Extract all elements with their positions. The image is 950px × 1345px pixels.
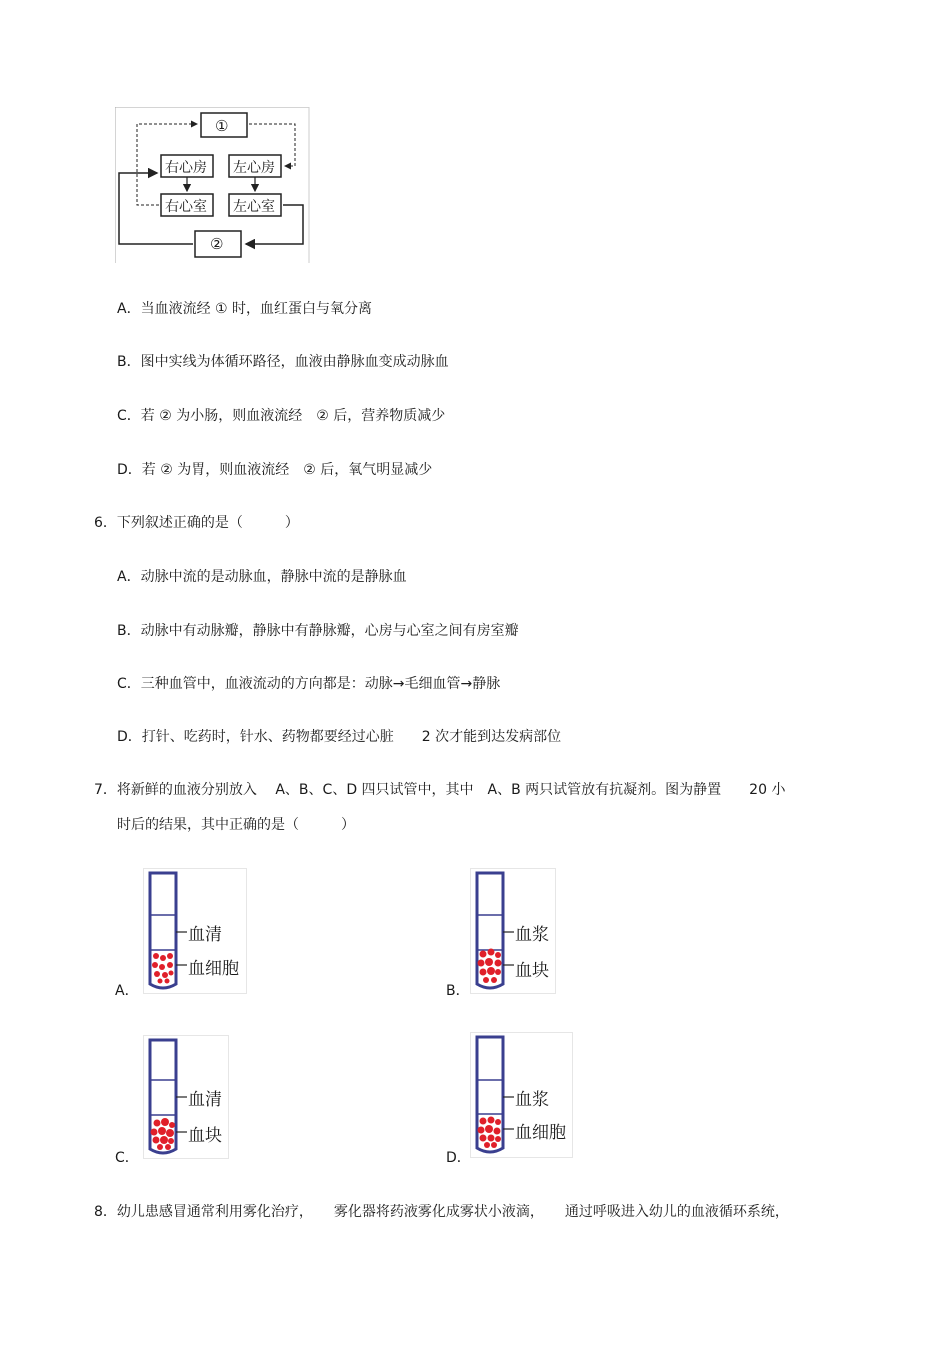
q7-stem-line2: 时后的结果，其中正确的是（ ） bbox=[117, 817, 355, 833]
tube-b-upper-label: 血浆 bbox=[515, 925, 549, 945]
tube-figure-d bbox=[470, 1032, 573, 1158]
tube-a-upper-label: 血清 bbox=[188, 925, 222, 945]
tube-c-letter: C． bbox=[115, 1150, 139, 1166]
q6-option-c: C．三种血管中，血液流动的方向都是：动脉→毛细血管→静脉 bbox=[117, 676, 501, 692]
tube-d-lower-label: 血细胞 bbox=[515, 1123, 566, 1143]
tube-b-letter: B． bbox=[446, 983, 470, 999]
q8-stem: 8．幼儿患感冒通常利用雾化治疗， 雾化器将药液雾化成雾状小液滴， 通过呼吸进入幼儿的血液循环系统， bbox=[94, 1204, 789, 1220]
q6-stem: 6．下列叙述正确的是（ ） bbox=[94, 515, 299, 531]
tube-a-letter: A． bbox=[115, 983, 139, 999]
q6-option-d: D．打针、吃药时，针水、药物都要经过心脏 2 次才能到达发病部位 bbox=[117, 729, 562, 745]
q6-option-a: A．动脉中流的是动脉血，静脉中流的是静脉血 bbox=[117, 569, 407, 585]
tube-figure-a bbox=[143, 868, 247, 994]
tube-d-upper-label: 血浆 bbox=[515, 1090, 549, 1110]
q5-option-b: B．图中实线为体循环路径，血液由静脉血变成动脉血 bbox=[117, 354, 449, 370]
q6-option-b: B．动脉中有动脉瓣，静脉中有静脉瓣，心房与心室之间有房室瓣 bbox=[117, 623, 519, 639]
q7-stem-line1: 7．将新鲜的血液分别放入 A、B、C、D 四只试管中，其中 A、B 两只试管放有抗凝剂。图为静置 20 小 bbox=[94, 782, 786, 798]
tube-b-lower-label: 血块 bbox=[515, 961, 549, 981]
node-1-label: ① bbox=[215, 117, 229, 135]
node-2-label: ② bbox=[210, 235, 224, 253]
tube-c-lower-label: 血块 bbox=[188, 1126, 222, 1146]
q5-option-d: D．若 ② 为胃，则血液流经 ② 后，氧气明显减少 bbox=[117, 462, 433, 478]
right-atrium-label: 右心房 bbox=[165, 160, 207, 176]
left-ventricle-label: 左心室 bbox=[233, 199, 275, 215]
tube-figure-c bbox=[143, 1035, 229, 1159]
q5-option-c: C．若 ② 为小肠，则血液流经 ② 后，营养物质减少 bbox=[117, 408, 446, 424]
circulation-diagram bbox=[115, 107, 310, 263]
left-atrium-label: 左心房 bbox=[233, 160, 275, 176]
tube-c-upper-label: 血清 bbox=[188, 1090, 222, 1110]
q5-option-a: A．当血液流经 ① 时，血红蛋白与氧分离 bbox=[117, 301, 373, 317]
tube-a-lower-label: 血细胞 bbox=[188, 959, 239, 979]
tube-d-letter: D． bbox=[446, 1150, 471, 1166]
tube-figure-b bbox=[470, 868, 556, 994]
right-ventricle-label: 右心室 bbox=[165, 199, 207, 215]
